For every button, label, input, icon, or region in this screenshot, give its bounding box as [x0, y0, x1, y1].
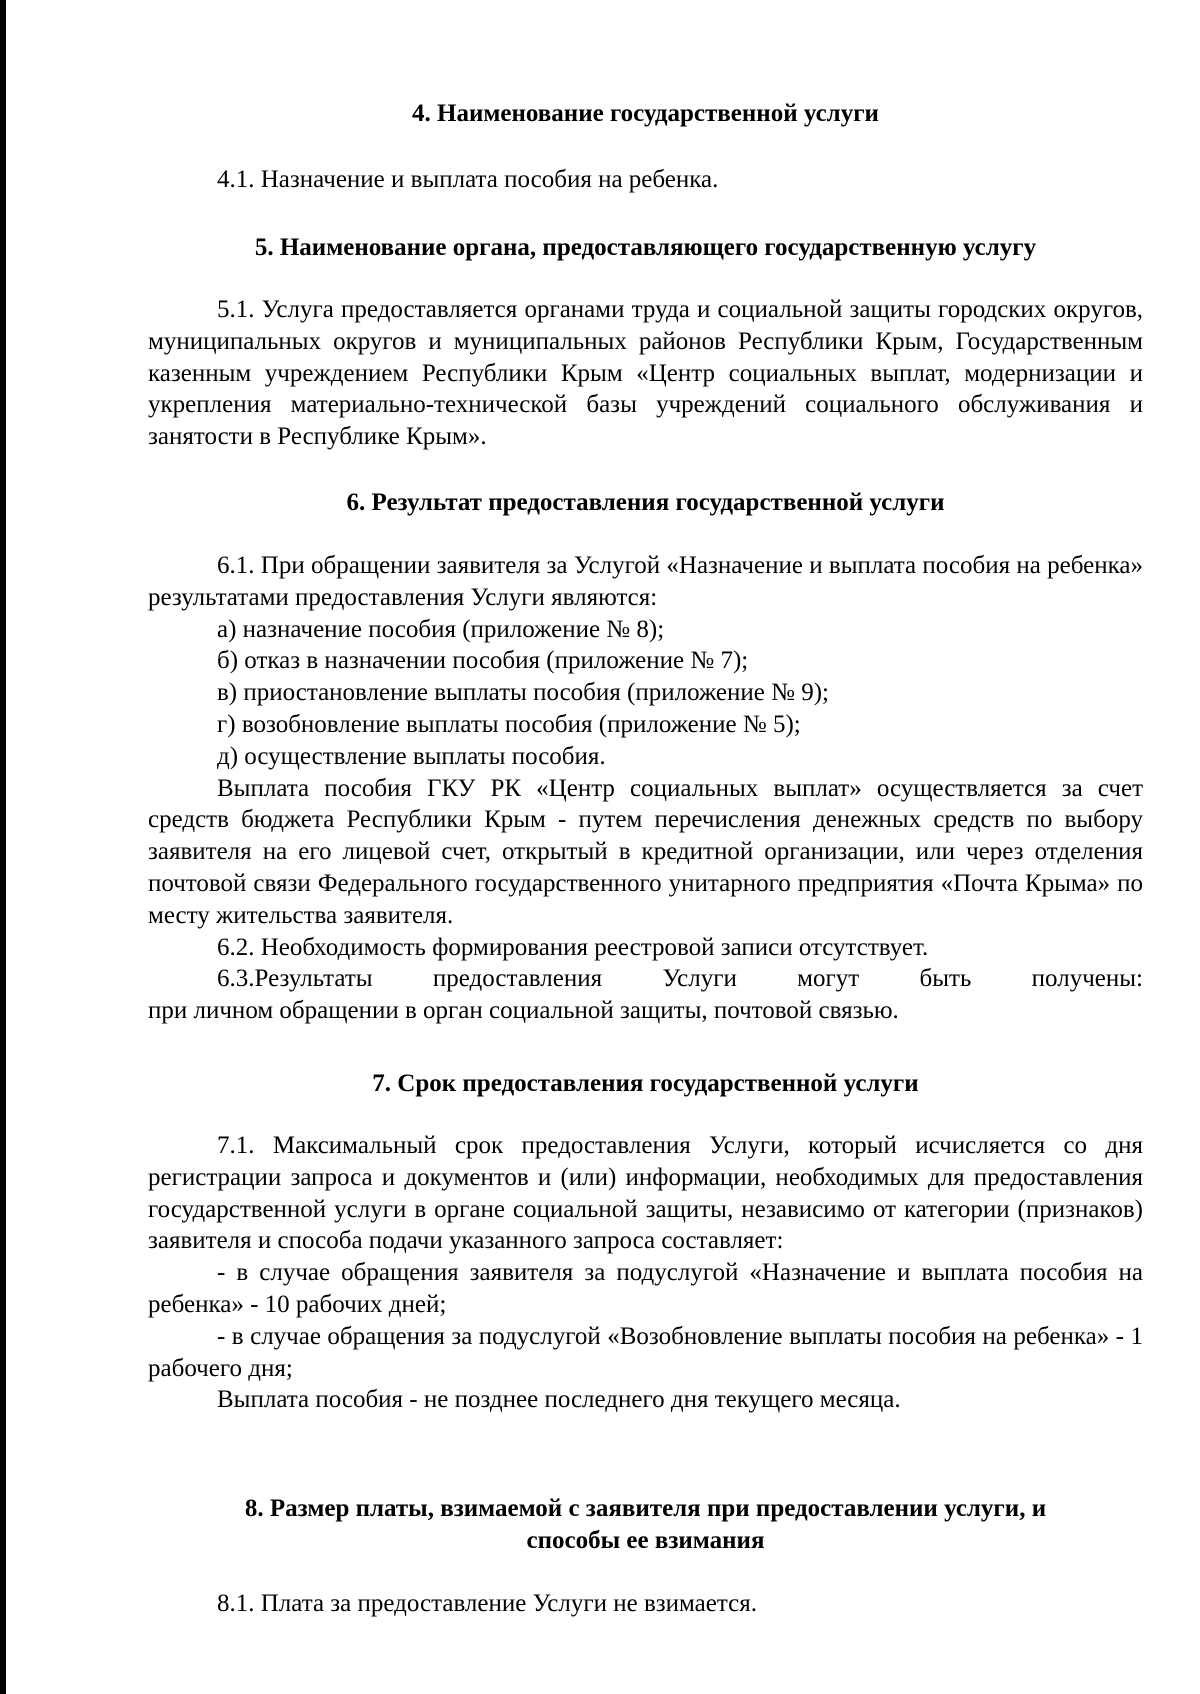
- word: Услуги: [662, 965, 737, 993]
- word: могут: [797, 965, 860, 993]
- section-8-body: [148, 1588, 1143, 1620]
- section-7-body: [148, 1130, 1143, 1416]
- section-7-paragraph-1: 7.1. Максимальный срок предоставления Услуги, который исчисляется со дня регистрации запроса и документов и (или) информации, необходимых для предоставления государственной услуги в органе социальной защиты, независимо от категории (признаков) заявителя и способа подачи указанного запроса составляет:: [148, 1132, 1143, 1255]
- section-7-paragraph-2: - в случае обращения заявителя за подуслугой «Назначение и выплата пособия на ребенка» - 10 рабочих дней;: [148, 1259, 1143, 1318]
- section-6-list-item: д) осуществление выплаты пособия.: [217, 742, 606, 770]
- section-6-paragraph-3: 6.2. Необходимость формирования реестровой записи отсутствует.: [217, 933, 929, 961]
- section-6-heading: 6. Результат предоставления государственной услуги: [346, 489, 945, 516]
- section-8-paragraph-1: 8.1. Плата за предоставление Услуги не взимается.: [217, 1590, 757, 1617]
- section-6-list-item: в) приостановление выплаты пособия (приложение № 9);: [217, 679, 829, 707]
- section-5-paragraph-1: 5.1. Услуга предоставляется органами труда и социальной защиты городских округов, муниципальных округов и муниципальных районов Республики Крым, Государственным казенным учреждением Республики Крым «Центр социальных выплат, модернизации и укрепления материально-технической базы учреждений социального обслуживания и занятости в Республике Крым».: [148, 296, 1143, 451]
- word: предоставления: [432, 965, 603, 993]
- word: получены:: [1031, 965, 1143, 993]
- section-4-paragraph-1: 4.1. Назначение и выплата пособия на ребенка.: [217, 166, 719, 193]
- word: быть: [919, 965, 972, 993]
- section-6-paragraph-2: Выплата пособия ГКУ РК «Центр социальных выплат» осуществляется за счет средств бюджета Республики Крым - путем перечисления денежных средств по выбору заявителя на его лицевой счет, открытый в кредитной организации, или через отделения почтовой связи Федерального государственного унитарного предприятия «Почта Крыма» по месту жительства заявителя.: [148, 774, 1143, 929]
- section-6-list-item: а) назначение пособия (приложение № 8);: [217, 615, 665, 643]
- section-5-body: [148, 294, 1143, 453]
- section-8-heading: [148, 1493, 1143, 1557]
- section-6-paragraph-4-line-1: [148, 963, 1143, 995]
- section-6-list-item: б) отказ в назначении пособия (приложение № 7);: [217, 647, 749, 675]
- section-6-body: [148, 550, 1143, 1027]
- word: 6.3.Результаты: [217, 965, 373, 993]
- section-7-paragraph-4: Выплата пособия - не позднее последнего дня текущего месяца.: [217, 1386, 901, 1414]
- section-6-paragraph-4-line-2: при личном обращении в орган социальной защиты, почтовой связью.: [148, 997, 899, 1025]
- section-8-heading-line-2: способы ее взимания: [526, 1527, 765, 1554]
- section-8-heading-line-1: 8. Размер платы, взимаемой с заявителя при предоставлении услуги, и: [244, 1495, 1047, 1522]
- section-4-heading: 4. Наименование государственной услуги: [412, 100, 879, 127]
- section-5-heading: 5. Наименование органа, предоставляющего государственную услугу: [254, 234, 1037, 261]
- scan-edge: [0, 0, 6, 1694]
- section-7-heading: 7. Срок предоставления государственной услуги: [372, 1070, 919, 1097]
- section-6-list-item: г) возобновление выплаты пособия (приложение № 5);: [217, 710, 801, 738]
- section-7-paragraph-3: - в случае обращения за подуслугой «Возобновление выплаты пособия на ребенка» - 1 рабочего дня;: [148, 1322, 1143, 1382]
- section-6-paragraph-1: 6.1. При обращении заявителя за Услугой «Назначение и выплата пособия на ребенка» результатами предоставления Услуги являются:: [148, 552, 1143, 611]
